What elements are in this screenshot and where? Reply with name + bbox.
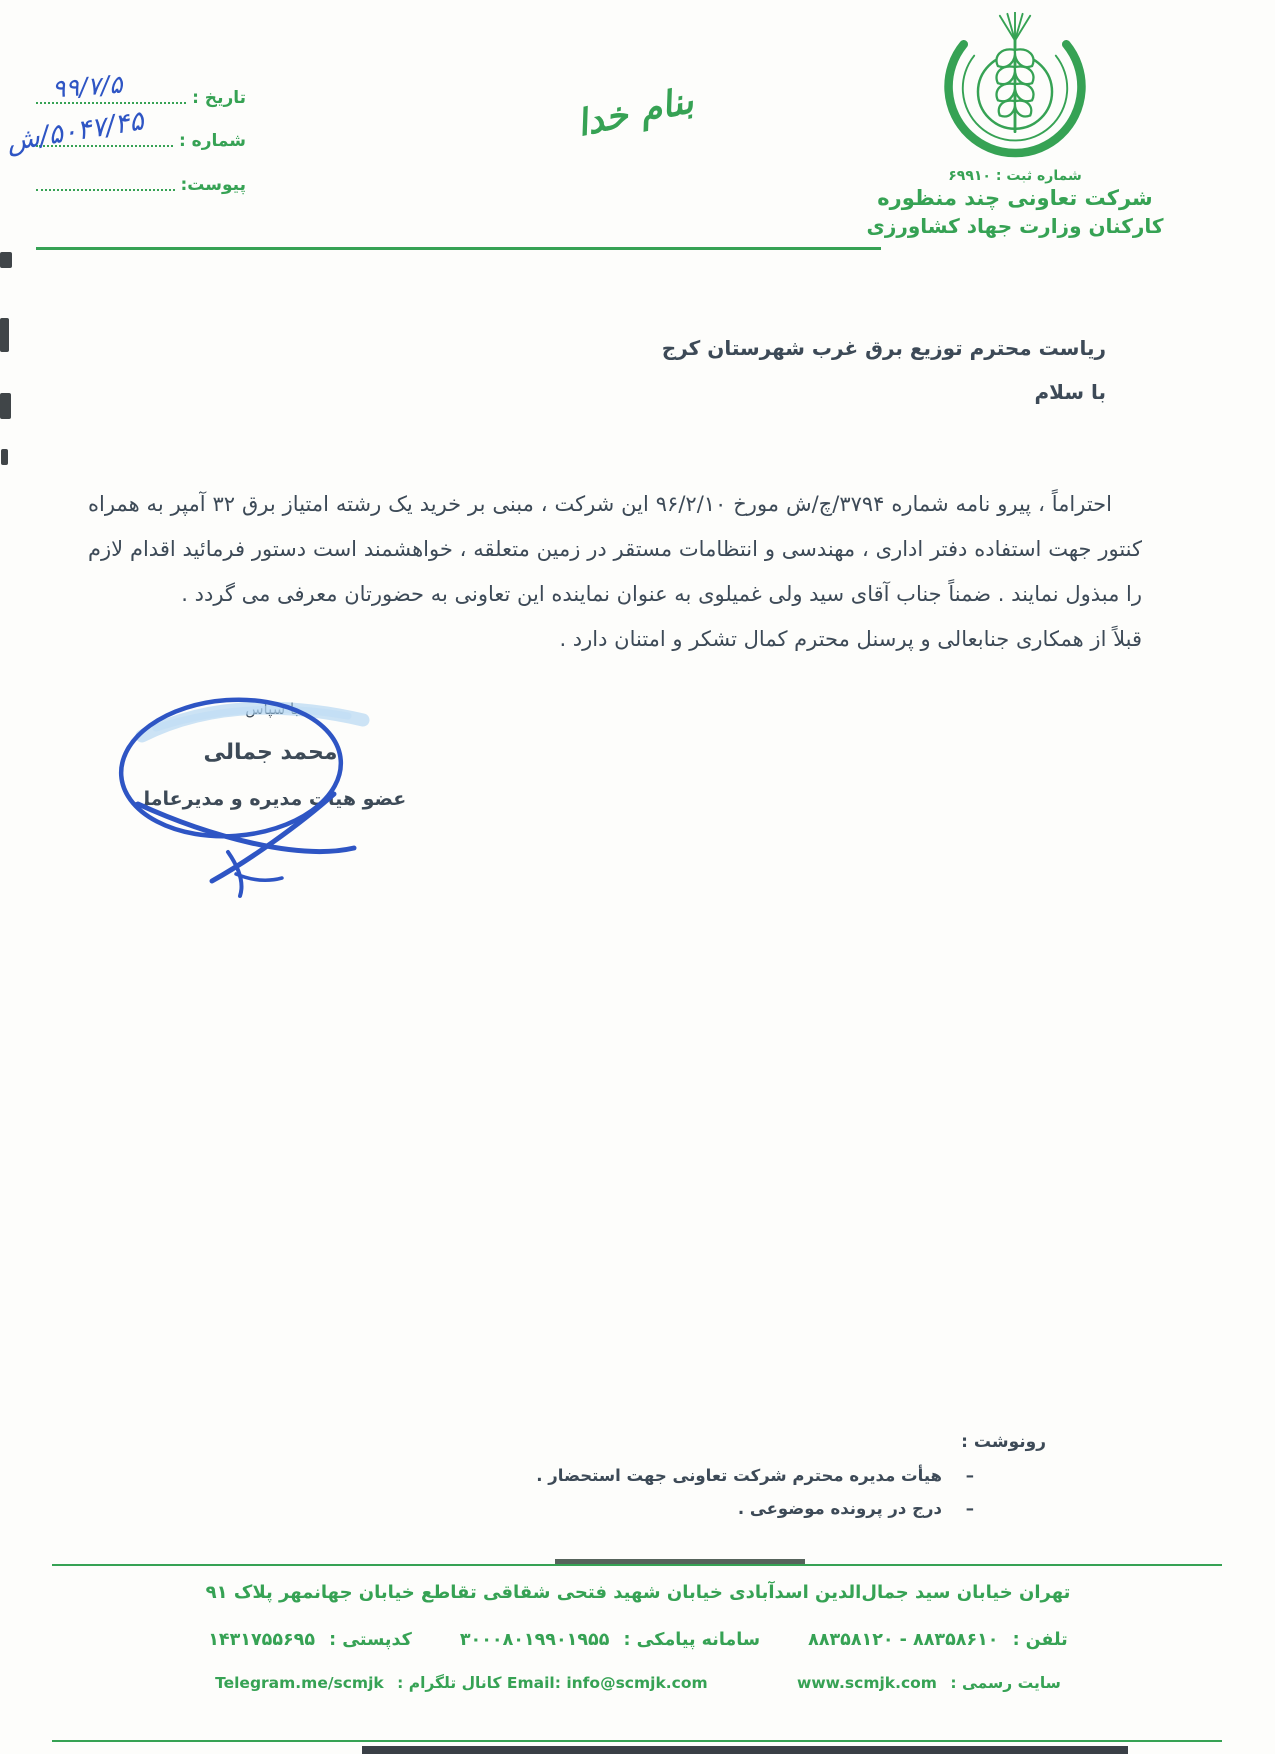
company-name-line1: شرکت تعاونی چند منظوره [877, 186, 1153, 210]
body-paragraph-1: احتراماً ، پیرو نامه شماره ۳۷۹۴/چ/ش مورخ ۹۶/۲/۱۰ این شرکت ، مبنی بر خرید یک رشته امتیاز برق ۳۲ آمپر به همراه کنتور جهت استفاده دفتر اداری ، مهندسی و انتظامات مستقر در زمین متعلقه ، خواهشمند است دستور فرمائید اقدام لازم را مبذول نمایند . ضمناً جناب آقای سید ولی غمیلوی به عنوان نماینده این تعاونی به حضورتان معرفی می گردد . [88, 492, 1142, 606]
site-group [792, 1674, 1061, 1692]
letterhead-block [860, 12, 1170, 238]
registration-number: شماره ثبت : ۶۹۹۱۰ [948, 168, 1082, 184]
wheat-emblem-logo-icon [860, 12, 1170, 166]
email-text: Email: info@scmjk.com [506, 1674, 708, 1692]
site-url: www.scmjk.com [797, 1674, 937, 1692]
sms-group [454, 1630, 760, 1650]
cc-item-text: درج در پرونده موضوعی . [737, 1499, 942, 1518]
postal-group [208, 1630, 412, 1650]
footer-address: تهران خیابان سید جمال‌الدین اسدآبادی خیابان شهید فتحی شقاقی تقاطع خیابان جهانمهر پلاک ۹۱ [205, 1582, 1071, 1603]
body-paragraph-2: قبلاً از همکاری جنابعالی و پرسنل محترم کمال تشکر و امتنان دارد . [559, 627, 1142, 651]
bismillah-calligraphy: بنام خدا [573, 80, 697, 145]
footer-top-divider [52, 1564, 1222, 1566]
cc-item-text: هیأت مدیره محترم شرکت تعاونی جهت استحضار . [536, 1466, 942, 1485]
scan-artifact [1, 449, 8, 465]
site-label: سایت رسمی : [950, 1674, 1061, 1692]
attachment-dotted-line [36, 175, 175, 191]
cc-label: رونوشت : [961, 1432, 1046, 1452]
cc-item [600, 1499, 1046, 1518]
sms-number: ۳۰۰۰۸۰۱۹۹۰۱۹۵۵ [459, 1630, 610, 1650]
scan-artifact [0, 393, 11, 419]
attachment-field-row [36, 175, 246, 195]
recipient-line: ریاست محترم توزیع برق غرب شهرستان کرج [661, 336, 1106, 360]
handwritten-date-value: ۹۹/۷/۵ [51, 69, 124, 104]
postal-label: کدپستی : [329, 1630, 412, 1650]
dash-marker: – [965, 1466, 974, 1485]
scan-edge-artifact [362, 1746, 1128, 1754]
number-label: شماره : [178, 131, 246, 151]
company-name-line2: کارکنان وزارت جهاد کشاورزی [866, 214, 1164, 238]
footer-bottom-divider [52, 1740, 1222, 1742]
header-divider-line [36, 247, 881, 250]
footer-web-line [58, 1674, 1218, 1692]
date-label: تاریخ : [192, 88, 246, 108]
attachment-label: پیوست: [180, 175, 246, 195]
telegram-label: کانال تلگرام : [397, 1674, 502, 1692]
footer-contacts [58, 1630, 1218, 1650]
phone-group [802, 1630, 1068, 1650]
phone-label: تلفن : [1012, 1630, 1068, 1650]
salutation-line: با سلام [1034, 380, 1106, 404]
phone-numbers: ۸۸۳۵۸۱۲۰ - ۸۸۳۵۸۶۱۰ [808, 1630, 999, 1650]
letter-body [88, 482, 1142, 662]
telegram-url: Telegram.me/scmjk [215, 1674, 384, 1692]
scan-artifact [0, 252, 12, 268]
dash-marker: – [965, 1499, 974, 1518]
cc-block [536, 1432, 1046, 1518]
handwritten-signature [108, 676, 453, 911]
signatory-title: عضو هیات مدیره و مدیرعامل [133, 788, 407, 810]
sms-label: سامانه پیامکی : [623, 1630, 761, 1650]
scan-artifact [0, 318, 9, 352]
postal-code: ۱۴۳۱۷۵۵۶۹۵ [208, 1630, 316, 1650]
telegram-group [215, 1674, 501, 1692]
signature-regards: با سپاس [245, 700, 299, 718]
signatory-name: محمد جمالی [203, 740, 338, 765]
cc-item [536, 1466, 1046, 1485]
handwritten-number-value: ۵۰۴۷/۴۵/ش [4, 105, 146, 158]
